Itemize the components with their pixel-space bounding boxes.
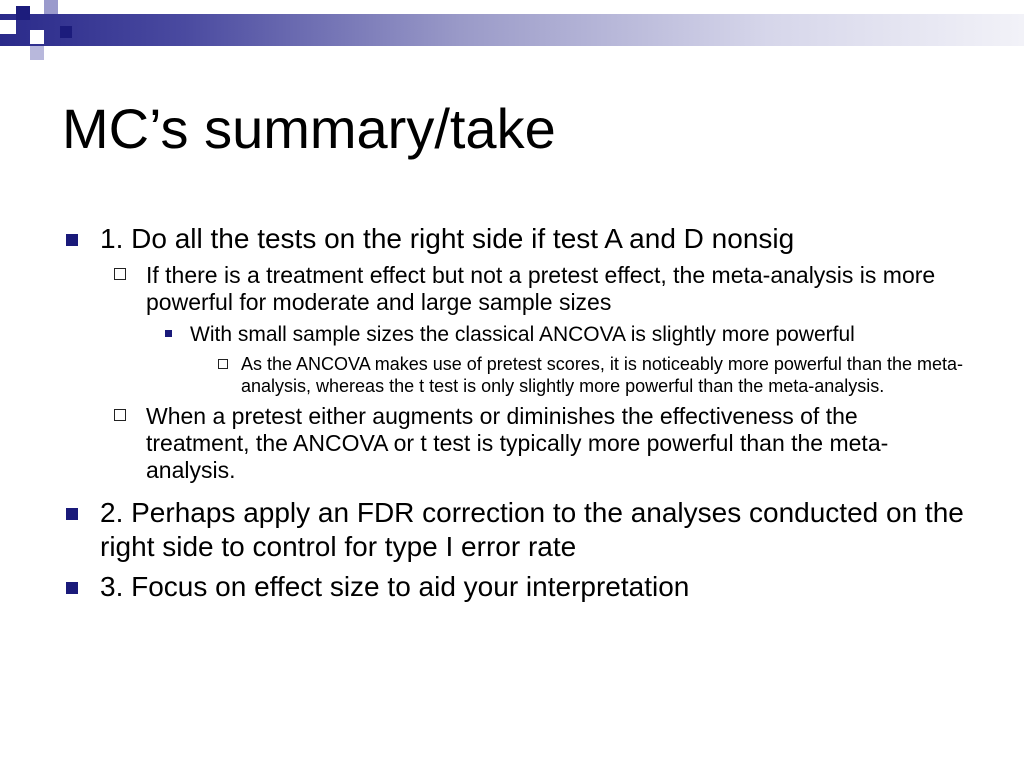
bullet-text: With small sample sizes the classical ANCOVA is slightly more powerful	[190, 323, 855, 346]
bullet-text: 1. Do all the tests on the right side if test A and D nonsig	[100, 223, 795, 254]
hollow-square-bullet-icon	[114, 409, 126, 421]
bullet-list	[0, 222, 1024, 604]
square-bullet-icon	[66, 582, 78, 594]
bullet-text: 3. Focus on effect size to aid your interpretation	[100, 571, 690, 602]
bullet-level1	[0, 222, 1024, 256]
decor-square-mid	[44, 0, 58, 14]
bullet-text: As the ANCOVA makes use of pretest scores, it is noticeably more powerful than the meta-analysis, whereas the t test is only slightly more powerful than the meta-analysis.	[241, 354, 963, 396]
bullet-text: If there is a treatment effect but not a pretest effect, the meta-analysis is more powerful for moderate and large sample sizes	[146, 262, 936, 315]
bullet-text: When a pretest either augments or diminishes the effectiveness of the treatment, the ANCOVA or t test is typically more powerful than the meta-analysis.	[146, 403, 889, 483]
bullet-level4	[0, 353, 1024, 397]
small-square-bullet-icon	[165, 330, 172, 337]
hollow-square-bullet-icon	[114, 268, 126, 280]
header-band	[0, 14, 1024, 46]
decor-square-dark	[16, 6, 30, 20]
square-bullet-icon	[66, 234, 78, 246]
decor-square-blue	[60, 26, 72, 38]
bullet-level3	[0, 322, 1024, 347]
bullet-level2	[0, 403, 1024, 484]
decor-square-pale	[30, 46, 44, 60]
bullet-level2	[0, 262, 1024, 316]
square-bullet-icon	[66, 508, 78, 520]
slide-title: MC’s summary/take	[62, 97, 556, 160]
bullet-level1	[0, 496, 1024, 564]
bullet-level1	[0, 570, 1024, 604]
hollow-square-bullet-icon	[218, 359, 228, 369]
bullet-text: 2. Perhaps apply an FDR correction to the analyses conducted on the right side to control for type I error rate	[100, 497, 964, 562]
decor-square-light	[0, 20, 16, 34]
decor-square-white	[30, 30, 44, 44]
